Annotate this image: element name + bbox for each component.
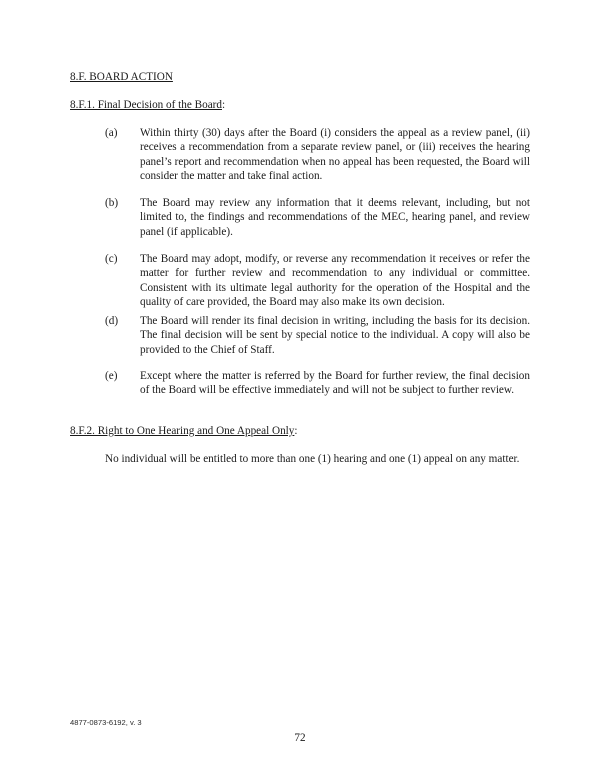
section-heading-text: 8.F. BOARD ACTION [70,71,173,83]
list-item [105,126,530,184]
section-heading [70,70,173,84]
list-item-text: The Board may review any information that it deems relevant, including, but not limited to, the findings and recommendations of the MEC, hearing panel, and review panel (if applicable). [140,197,530,238]
subsection-colon: : [221,99,226,111]
page-number: 72 [294,732,306,744]
list-item-label: (c) [105,253,118,265]
subsection-heading-final-decision [70,98,225,112]
subsection-colon: : [294,425,298,437]
list-item-label: (a) [105,127,118,139]
list-item [105,314,530,357]
subsection-heading-one-hearing [70,424,297,438]
list-item-text: Within thirty (30) days after the Board (i) considers the appeal as a review panel, (ii) receives a recommendation from a separate review panel, or (iii) receives the hearing panel’s report and recommendation when no appeal has been requested, the Board will consider the matter and take final action. [140,127,530,183]
list-item [105,369,530,398]
list-item [105,252,530,310]
list-item-label: (b) [105,197,119,209]
subsection-title: 8.F.2. Right to One Hearing and One Appeal Only [70,425,295,437]
document-id: 4877-0873-6192, v. 3 [70,718,142,727]
body-paragraph: No individual will be entitled to more than one (1) hearing and one (1) appeal on any matter. [105,453,520,465]
list-item-text: Except where the matter is referred by the Board for further review, the final decision of the Board will be effective immediately and will not be subject to further review. [140,370,530,397]
subsection-title: 8.F.1. Final Decision of the Board [70,99,222,111]
list-item-text: The Board will render its final decision in writing, including the basis for its decision. The final decision will be sent by special notice to the individual. A copy will also be provided to the Chief of Staff. [140,315,530,356]
list-item-text: The Board may adopt, modify, or reverse any recommendation it receives or refer the matter for further review and recommendation to any individual or committee. Consistent with its ultimate legal authority for the operation of the Hospital and the quality of care provided, the Board may also make its own decision. [140,253,530,309]
list-item [105,196,530,239]
list-item-label: (e) [105,370,118,382]
list-item-label: (d) [105,315,119,327]
